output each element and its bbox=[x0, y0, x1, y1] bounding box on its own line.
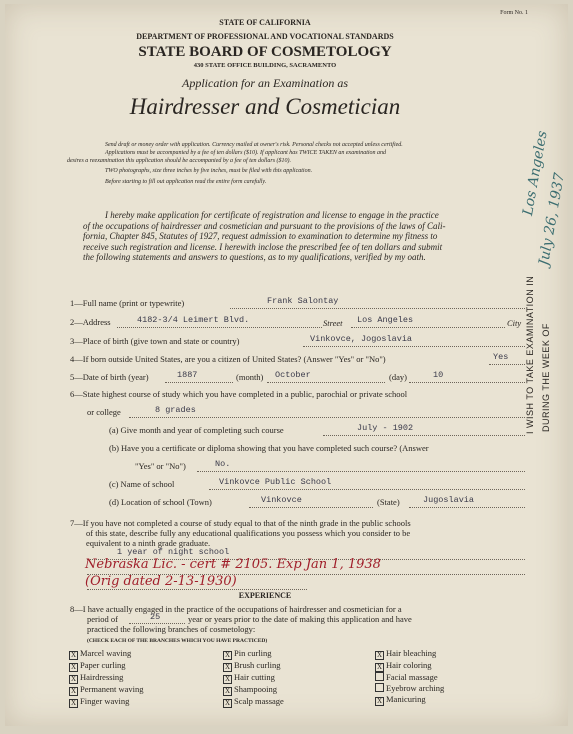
branch-label: Hair cutting bbox=[234, 672, 275, 682]
q6-label-cont: or college bbox=[87, 407, 121, 417]
branch-label: Scalp massage bbox=[234, 696, 284, 706]
q6-label: 6—State highest course of study which you have completed in a public, parochial or private school bbox=[70, 389, 408, 399]
intro-line: I hereby make application for certificate of registration and license to engage in the practice bbox=[105, 210, 439, 220]
completion-date-field[interactable]: July - 1902 bbox=[357, 423, 414, 433]
board-address: 430 STATE OFFICE BUILDING, SACRAMENTO bbox=[193, 62, 337, 69]
branch-label: Manicuring bbox=[386, 694, 426, 704]
branches-column-2 bbox=[223, 648, 284, 708]
school-town-field[interactable]: Vinkovce bbox=[261, 495, 302, 505]
board-heading: STATE BOARD OF COSMETOLOGY bbox=[138, 44, 392, 60]
branch-hairdressing[interactable] bbox=[69, 672, 144, 684]
street-label: Street bbox=[323, 318, 343, 328]
branch-label: Brush curling bbox=[234, 660, 281, 670]
handwritten-exam-place: Los Angeles bbox=[520, 129, 551, 217]
q2-label: 2—Address bbox=[70, 317, 111, 327]
q8-line: 8—I have actually engaged in the practice of the occupations of hairdresser and cosmetician for a bbox=[70, 604, 402, 614]
branch-label: Hairdressing bbox=[80, 672, 124, 682]
period-label: period of bbox=[87, 614, 118, 624]
instruction-line: Before starting to fill out application read the entire form carefully. bbox=[105, 179, 267, 185]
checkbox[interactable] bbox=[375, 672, 384, 681]
branch-label: Paper curling bbox=[80, 660, 126, 670]
checkbox[interactable]: X bbox=[70, 663, 77, 671]
exam-week-label: DURING THE WEEK OF bbox=[541, 323, 551, 432]
branch-brush-curling[interactable] bbox=[223, 660, 284, 672]
birth-day-field[interactable]: 10 bbox=[433, 370, 444, 380]
branch-facial-massage[interactable] bbox=[375, 672, 444, 683]
checkbox[interactable]: X bbox=[224, 651, 231, 659]
branch-marcel-waving[interactable] bbox=[69, 648, 144, 660]
branch-label: Hair bleaching bbox=[386, 648, 437, 658]
q8-line: practiced the following branches of cosmetology: bbox=[87, 624, 256, 634]
instruction-line: Send draft or money order with application. Currency mailed at owner's risk. Personal checks not accepted unless certified. bbox=[105, 142, 403, 148]
branch-label: Facial massage bbox=[386, 672, 438, 682]
q6b-label: (b) Have you a certificate or diploma showing that you have completed such course? (Answer bbox=[109, 443, 429, 453]
experience-heading: EXPERIENCE bbox=[238, 591, 292, 600]
exam-location-label: I WISH TO TAKE EXAMINATION IN bbox=[525, 275, 535, 434]
form-number: Form No. 1 bbox=[500, 10, 528, 16]
checkbox[interactable]: X bbox=[376, 663, 383, 671]
branch-pin-curling[interactable] bbox=[223, 648, 284, 660]
check-note: (CHECK EACH OF THE BRANCHES WHICH YOU HAVE PRACTICED) bbox=[87, 638, 268, 644]
branch-shampooing[interactable] bbox=[223, 684, 284, 696]
handwritten-date-note: (Orig dated 2-13-1930) bbox=[85, 574, 237, 589]
branch-manicuring[interactable] bbox=[375, 694, 444, 706]
branch-label: Hair coloring bbox=[386, 660, 432, 670]
q6c-label: (c) Name of school bbox=[109, 479, 175, 489]
branch-hair-bleaching[interactable] bbox=[375, 648, 444, 660]
q7-line: 7—If you have not completed a course of study equal to that of the ninth grade in the public schools bbox=[70, 518, 411, 528]
branch-finger-waving[interactable] bbox=[69, 696, 144, 708]
q1-label: 1—Full name (print or typewrite) bbox=[70, 298, 185, 308]
checkbox[interactable]: X bbox=[70, 651, 77, 659]
checkbox[interactable]: X bbox=[224, 699, 231, 707]
birth-year-field[interactable]: 1887 bbox=[177, 370, 198, 380]
branch-scalp-massage[interactable] bbox=[223, 696, 284, 708]
branch-label: Shampooing bbox=[234, 684, 277, 694]
city-label: City bbox=[507, 318, 522, 328]
branch-label: Permanent waving bbox=[80, 684, 144, 694]
qualifications-field[interactable]: 1 year of night school bbox=[117, 547, 230, 557]
day-label: (day) bbox=[389, 372, 407, 382]
branches-column-1 bbox=[69, 648, 144, 708]
checkbox[interactable]: X bbox=[70, 699, 77, 707]
diploma-field[interactable]: No. bbox=[215, 459, 231, 469]
checkbox[interactable]: X bbox=[376, 697, 383, 705]
birth-month-field[interactable]: October bbox=[275, 370, 311, 380]
branch-label: Eyebrow arching bbox=[386, 683, 445, 693]
checkbox[interactable]: X bbox=[70, 687, 77, 695]
q6b-label-cont: "Yes" or "No") bbox=[135, 461, 186, 471]
birthplace-field[interactable]: Vinkovce, Jogoslavia bbox=[310, 334, 413, 344]
intro-line: of the occupations of hairdresser and cosmetician and pursuant to the provisions of the laws of Cali- bbox=[83, 220, 446, 231]
form-title: Hairdresser and Cosmetician bbox=[129, 94, 401, 119]
handwritten-exam-date: July 26, 1937 bbox=[536, 171, 568, 267]
city-field[interactable]: Los Angeles bbox=[357, 315, 414, 325]
school-state-field[interactable]: Jugoslavia bbox=[423, 495, 475, 505]
checkbox[interactable]: X bbox=[224, 663, 231, 671]
instruction-line: Applications must be accompanied by a fee of ten dollars ($10). If applicant has TWICE TAKEN an examination and bbox=[105, 150, 387, 156]
application-form bbox=[5, 4, 568, 726]
intro-paragraph bbox=[83, 210, 528, 263]
branches-column-3 bbox=[375, 648, 444, 706]
instruction-line: desires a reexamination this application should be accompanied by a fee of ten dollars ($10). bbox=[67, 158, 292, 164]
branch-eyebrow-arching[interactable] bbox=[375, 683, 444, 694]
branch-paper-curling[interactable] bbox=[69, 660, 144, 672]
month-label: (month) bbox=[236, 372, 264, 382]
citizen-field[interactable]: Yes bbox=[493, 352, 509, 362]
instruction-line: TWO photographs, size three inches by five inches, must be filed with this application. bbox=[105, 168, 313, 174]
handwritten-license-note: Nebraska Lic. - cert # 2105. Exp Jan 1, 1938 bbox=[85, 557, 381, 572]
checkbox[interactable]: X bbox=[376, 651, 383, 659]
branch-hair-cutting[interactable] bbox=[223, 672, 284, 684]
intro-line: the following statements and answers to questions, as to my qualifications, verified by my oath. bbox=[83, 252, 426, 262]
school-name-field[interactable]: Vinkovce Public School bbox=[219, 477, 332, 487]
checkbox[interactable]: X bbox=[224, 687, 231, 695]
branch-label: Marcel waving bbox=[80, 648, 132, 658]
checkbox[interactable]: X bbox=[224, 675, 231, 683]
checkbox[interactable] bbox=[375, 683, 384, 692]
branch-permanent-waving[interactable] bbox=[69, 684, 144, 696]
q7-question bbox=[70, 518, 411, 548]
department-heading: DEPARTMENT OF PROFESSIONAL AND VOCATIONAL STANDARDS bbox=[136, 32, 394, 41]
branch-label: Pin curling bbox=[234, 648, 272, 658]
q5-label: 5—Date of birth (year) bbox=[70, 372, 149, 382]
q7-line: equivalent to a ninth grade graduate. bbox=[86, 538, 211, 548]
q7-line: of this state, describe fully any educational qualifications you possess which you consider to be bbox=[86, 528, 411, 538]
intro-line: fornia, Chapter 845, Statutes of 1927, request admission to examination to determine my fitness to bbox=[83, 231, 438, 241]
highest-study-field[interactable]: 8 grades bbox=[155, 405, 196, 415]
branch-label: Finger waving bbox=[80, 696, 130, 706]
application-line: Application for an Examination as bbox=[182, 76, 348, 90]
q6a-label: (a) Give month and year of completing such course bbox=[109, 425, 284, 435]
q3-label: 3—Place of birth (give town and state or country) bbox=[70, 336, 240, 346]
address-field[interactable]: 4182-3/4 Leimert Blvd. bbox=[137, 315, 250, 325]
branch-hair-coloring[interactable] bbox=[375, 660, 444, 672]
checkbox[interactable]: X bbox=[70, 675, 77, 683]
state-heading: STATE OF CALIFORNIA bbox=[219, 18, 311, 27]
q4-label: 4—If born outside United States, are you a citizen of United States? (Answer "Yes" or "No") bbox=[70, 354, 386, 364]
intro-line: receive such registration and license. I herewith inclose the prescribed fee of ten dollars and submit bbox=[83, 241, 443, 252]
full-name-field[interactable]: Frank Salontay bbox=[267, 296, 339, 306]
period-years-field[interactable]: 25 bbox=[150, 612, 161, 622]
state-label: (State) bbox=[377, 497, 400, 507]
q8-line: year or years prior to the date of making this application and have bbox=[188, 614, 412, 624]
q6d-label: (d) Location of school (Town) bbox=[109, 497, 212, 507]
